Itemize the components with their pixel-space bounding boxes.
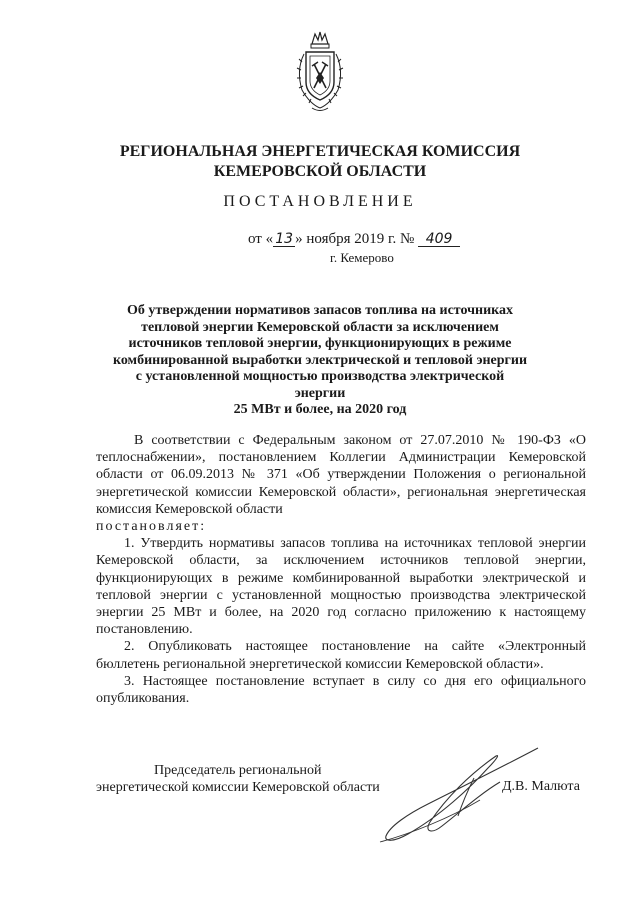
signatory-name: Д.В. Малюта	[502, 779, 580, 794]
org-name-line1: РЕГИОНАЛЬНАЯ ЭНЕРГЕТИЧЕСКАЯ КОМИССИЯ	[119, 143, 521, 160]
preamble-paragraph: В соответствии с Федеральным законом от 27.07.2010 № 190-ФЗ «О теплоснабжении», постановлением Коллегии Администрации Кемеровской области от 06.09.2013 № 371 «Об утверждении Положения о региональной энергетической комиссии Кемеровской области», региональная энергетическая комиссия Кемеровской области	[96, 433, 586, 517]
coat-of-arms-emblem	[290, 30, 350, 114]
title-line: 25 МВт и более, на 2020 год	[233, 402, 407, 417]
title-line: тепловой энергии Кемеровской области за исключением	[141, 319, 499, 335]
title-line: с установленной мощностью производства электрической энергии	[135, 369, 505, 401]
document-title	[110, 303, 530, 419]
signatory-position	[96, 762, 380, 796]
resolves-word: постановляет:	[96, 519, 207, 535]
title-line: Об утверждении нормативов запасов топлива на источниках	[126, 303, 514, 318]
document-number: 409	[418, 232, 460, 247]
item-1-paragraph: 1. Утвердить нормативы запасов топлива на источниках тепловой энергии Кемеровской области, за исключением источников тепловой энергии, функционирующих в режиме комбинированной выработки электрической и тепловой энергии с установленной мощностью производства электрической энергии 25 МВт и более, на 2020 год согласно приложению к настоящему постановлению.	[96, 536, 586, 638]
position-line1: Председатель региональной	[154, 763, 322, 778]
date-line	[248, 231, 460, 248]
date-prefix: от «	[248, 231, 274, 247]
document-type: ПОСТАНОВЛЕНИЕ	[223, 193, 417, 210]
city: г. Кемерово	[330, 250, 394, 265]
title-line: источников тепловой энергии, функционирующих в режиме	[128, 336, 512, 351]
date-day: 13	[273, 232, 295, 247]
title-line: комбинированной выработки электрической и тепловой энергии	[112, 352, 528, 368]
item-2-paragraph: 2. Опубликовать настоящее постановление на сайте «Электронный бюллетень региональной энергетической комиссии Кемеровской области».	[96, 639, 586, 672]
date-month-year: » ноября 2019 г. №	[295, 231, 415, 247]
org-name-line2: КЕМЕРОВСКОЙ ОБЛАСТИ	[213, 163, 427, 180]
document-body	[96, 432, 586, 707]
item-3-paragraph: 3. Настоящее постановление вступает в силу со дня его официального опубликования.	[96, 673, 586, 707]
position-line2: энергетической комиссии Кемеровской области	[96, 780, 380, 795]
